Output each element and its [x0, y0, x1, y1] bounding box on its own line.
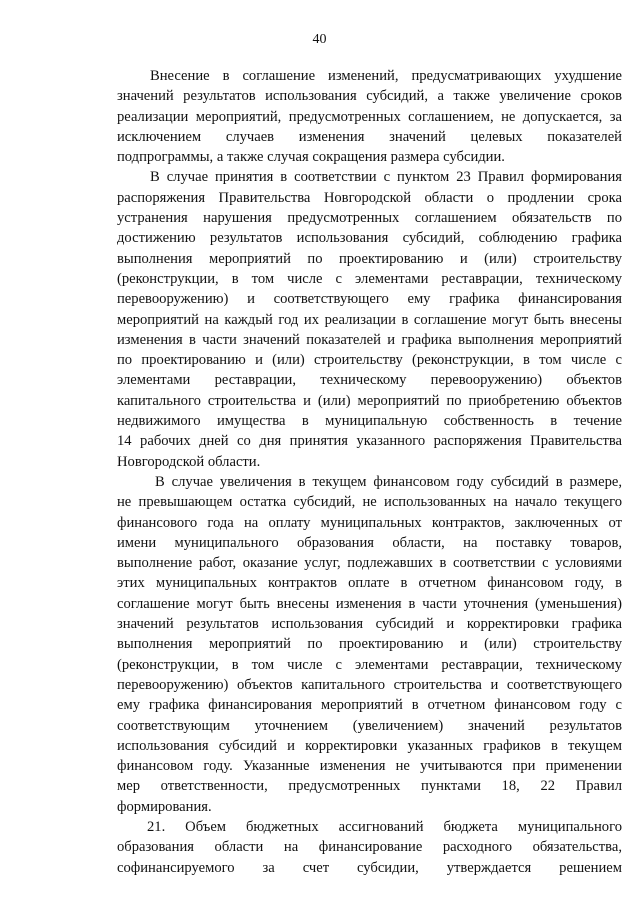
text-line: значений результатов использования субсидий, а также увеличение сроков	[117, 88, 622, 105]
text-line: соглашение могут быть внесены изменения в части уточнения (уменьшения)	[117, 595, 622, 612]
text-line: достижению результатов использования субсидий, соблюдению графика	[117, 230, 622, 247]
paragraph-item-21	[117, 817, 622, 878]
text-line: (реконструкции, в том числе с элементами реставрации, техническому	[117, 270, 622, 287]
text-line: выполнения мероприятий по проектированию и (или) строительству	[117, 250, 622, 267]
text-line: распоряжения Правительства Новгородской области о продлении срока	[117, 189, 622, 206]
text-line: ему графика финансирования мероприятий в отчетном финансовом году с	[117, 697, 622, 714]
text-line: софинансируемого за счет субсидии, утверждается решением	[117, 859, 622, 876]
text-line: использования субсидий и корректировки указанных графиков в текущем	[117, 737, 622, 754]
text-line: формирования.	[117, 798, 212, 815]
text-line: выполнение работ, оказание услуг, подлежавших в соответствии с условиями	[117, 555, 622, 572]
text-line: реализации мероприятий, предусмотренных соглашением, не допускается, за	[117, 108, 622, 125]
text-line: В случае увеличения в текущем финансовом году субсидий в размере,	[155, 473, 622, 490]
text-line: В случае принятия в соответствии с пунктом 23 Правил формирования	[150, 169, 622, 186]
text-line: (реконструкции, в том числе с элементами реставрации, техническому	[117, 656, 622, 673]
text-line: не превышающем остатка субсидий, не использованных на начало текущего	[117, 494, 622, 511]
paragraph-subsidy-increase	[117, 472, 622, 817]
text-line: изменения в части значений показателей и графика выполнения мероприятий	[117, 331, 622, 348]
text-line: элементами реставрации, техническому перевооружению) объектов	[117, 372, 622, 389]
text-line: финансовом году. Указанные изменения не учитываются при применении	[117, 758, 622, 775]
text-line: по проектированию и (или) строительству (реконструкции, в том числе с	[117, 352, 622, 369]
text-line: перевооружению) и соответствующего ему графика финансирования	[117, 291, 622, 308]
text-line: имени муниципального образования области, на поставку товаров,	[117, 534, 622, 551]
text-line: перевооружению) объектов капитального строительства и соответствующего	[117, 676, 622, 693]
text-line: значений результатов использования субсидий и корректировки графика	[117, 616, 622, 633]
text-line: этих муниципальных контрактов оплате в отчетном финансовом году, в	[117, 575, 622, 592]
text-line: мер ответственности, предусмотренных пунктами 18, 22 Правил	[117, 778, 622, 795]
text-line: капитального строительства и (или) мероприятий по приобретению объектов	[117, 392, 622, 409]
text-line: образования области на финансирование расходного обязательства,	[117, 839, 622, 856]
text-line: устранения нарушения предусмотренных соглашением обязательств по	[117, 210, 622, 227]
text-line: недвижимого имущества в муниципальную собственность в течение	[117, 413, 622, 430]
text-line: соответствующим уточнением (увеличением) значений результатов	[117, 717, 622, 734]
text-line: Внесение в соглашение изменений, предусматривающих ухудшение	[150, 68, 622, 84]
text-line: мероприятий на каждый год их реализации в соглашение могут быть внесены	[117, 311, 622, 328]
paragraph-deadline-extension	[117, 167, 622, 471]
text-line: Новгородской области.	[117, 453, 261, 470]
page-number: 40	[312, 32, 327, 47]
text-line: финансового года на оплату муниципальных контрактов, заключенных от	[117, 514, 622, 531]
text-line: 21. Объем бюджетных ассигнований бюджета муниципального	[147, 818, 622, 835]
text-line: подпрограммы, а также случая сокращения размера субсидии.	[117, 149, 505, 166]
document-body	[117, 66, 622, 878]
paragraph-changes-restriction	[117, 66, 622, 167]
text-line: 14 рабочих дней со дня принятия указанного распоряжения Правительства	[117, 433, 622, 450]
text-line: исключением случаев изменения значений целевых показателей	[117, 128, 622, 145]
text-line: выполнения мероприятий по проектированию и (или) строительству	[117, 636, 622, 653]
